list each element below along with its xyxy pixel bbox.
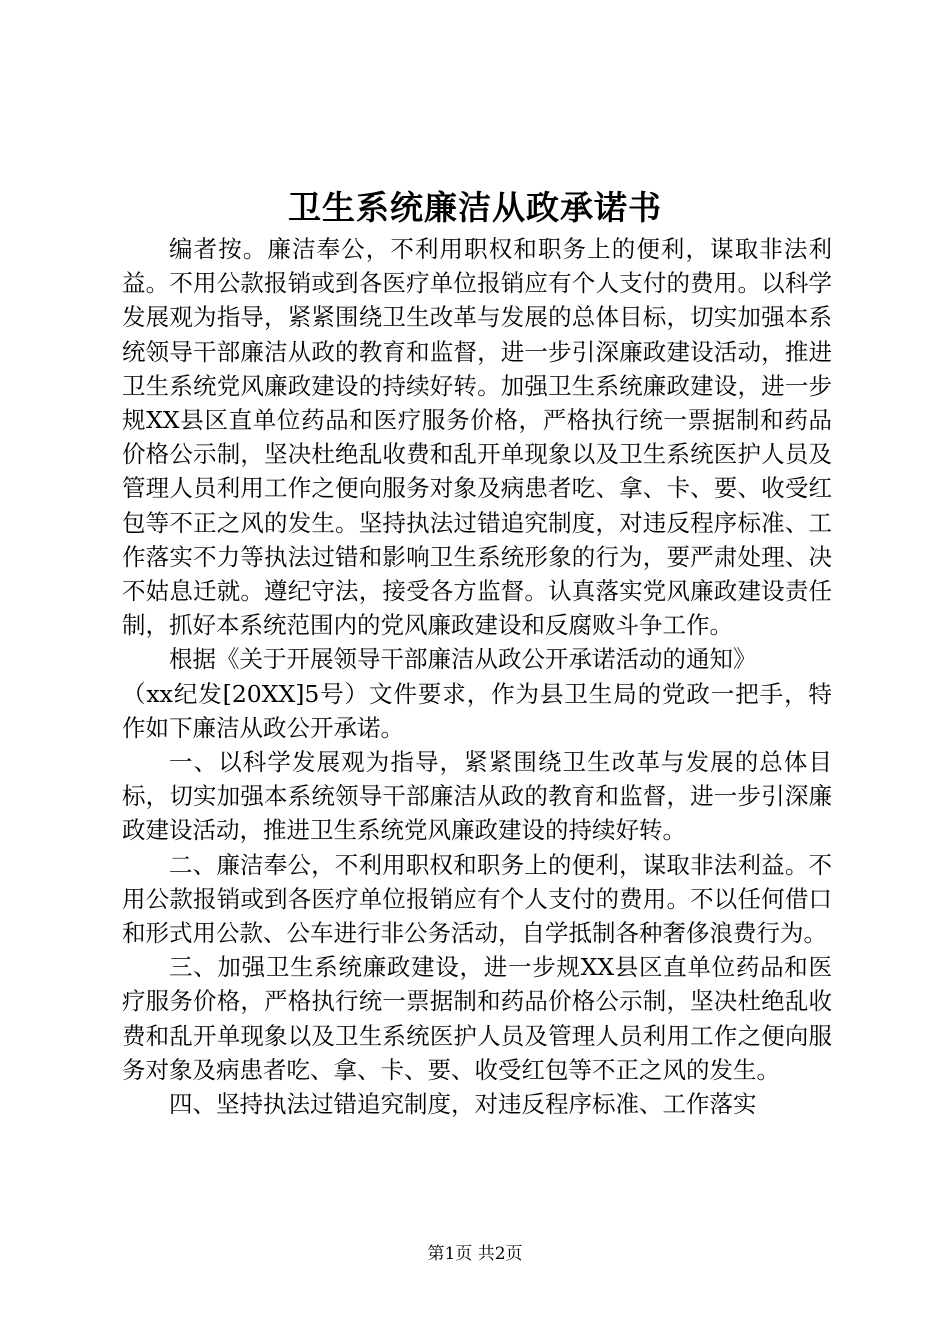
paragraph-pledge-3: 三、加强卫生系统廉政建设，进一步规XX县区直单位药品和医疗服务价格，严格执行统一票据制和药品价格公示制，坚决杜绝乱收费和乱开单现象以及卫生系统医护人员及管理人员利用工作之便向服务对象及病患者吃、拿、卡、要、收受红包等不正之风的发生。 (122, 953, 832, 1084)
paragraph-pledge-2: 二、廉洁奉公，不利用职权和职务上的便利，谋取非法利益。不用公款报销或到各医疗单位报销应有个人支付的费用。不以任何借口和形式用公款、公车进行非公务活动，自学抵制各种奢侈浪费行为。 (122, 850, 832, 948)
page-number-footer: 第1页 共2页 (427, 1244, 523, 1264)
paragraph-pledge-1: 一、以科学发展观为指导，紧紧围绕卫生改革与发展的总体目标，切实加强本系统领导干部廉洁从政的教育和监督，进一步引深廉政建设活动，推进卫生系统党风廉政建设的持续好转。 (122, 748, 832, 845)
paragraph-basis-continued: （xx纪发[20XX]5号）文件要求，作为县卫生局的党政一把手，特作如下廉洁从政公开承诺。 (122, 679, 832, 742)
paragraph-pledge-4: 四、坚持执法过错追究制度，对违反程序标准、工作落实 (169, 1090, 757, 1119)
document-title: 卫生系统廉洁从政承诺书 (288, 188, 662, 227)
paragraph-editor-note: 编者按。廉洁奉公，不利用职权和职务上的便利，谋取非法利益。不用公款报销或到各医疗单位报销应有个人支付的费用。以科学发展观为指导，紧紧围绕卫生改革与发展的总体目标，切实加强本系统领导干部廉洁从政的教育和监督，进一步引深廉政建设活动，推进卫生系统党风廉政建设的持续好转。加强卫生系统廉政建设，进一步规XX县区直单位药品和医疗服务价格，严格执行统一票据制和药品价格公示制，坚决杜绝乱收费和乱开单现象以及卫生系统医护人员及管理人员利用工作之便向服务对象及病患者吃、拿、卡、要、收受红包等不正之风的发生。坚持执法过错追究制度，对违反程序标准、工作落实不力等执法过错和影响卫生系统形象的行为，要严肃处理、决不姑息迁就。遵纪守法，接受各方监督。认真落实党风廉政建设责任制，抓好本系统范围内的党风廉政建设和反腐败斗争工作。 (122, 235, 832, 640)
document-body (122, 232, 832, 1121)
paragraph-basis: 根据《关于开展领导干部廉洁从政公开承诺活动的通知》 (169, 645, 757, 674)
